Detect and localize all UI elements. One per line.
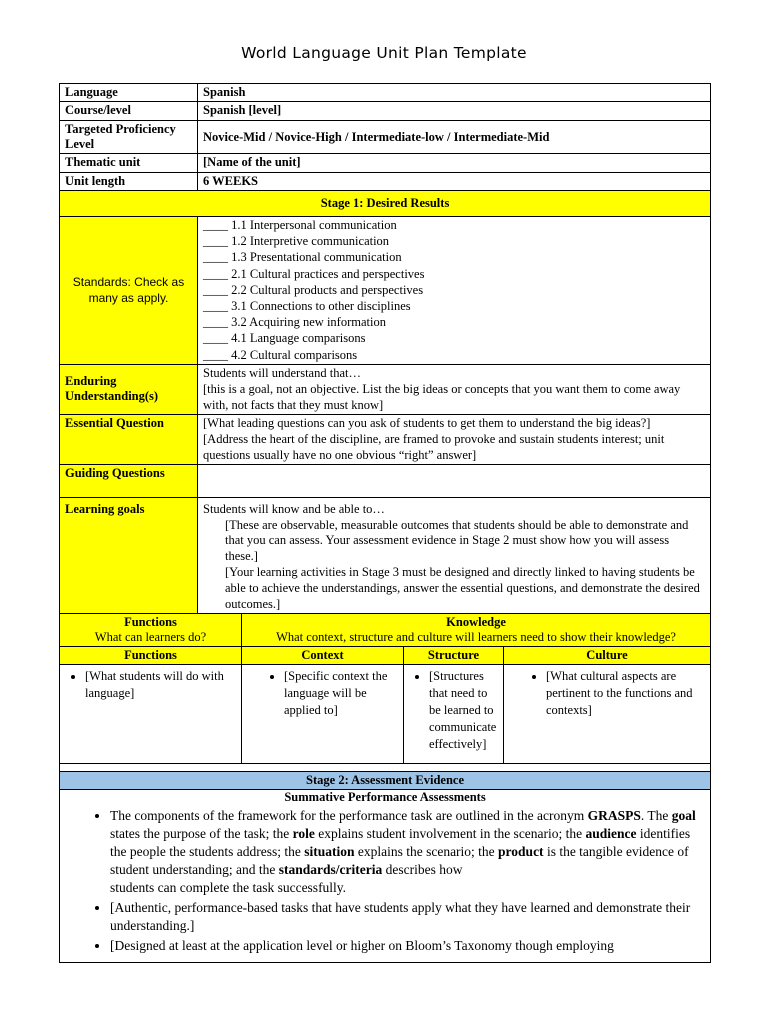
grasps-text-6: explains the scenario; the — [354, 844, 499, 860]
standards-row — [60, 217, 711, 365]
standard-4-2[interactable]: ____ 4.2 Cultural comparisons — [203, 347, 358, 362]
knowledge-header — [242, 614, 711, 647]
learning-line2: [These are observable, measurable outcomes that students should be able to demonstrate and that you can assess. Your assessment evidence in Stage 2 must show how you will assess these.] — [225, 517, 689, 564]
goal-term: goal — [671, 808, 696, 824]
product-term: product — [498, 844, 544, 860]
standards-criteria-term: standards/criteria — [278, 862, 383, 878]
standard-4-1[interactable]: ____ 4.1 Language comparisons — [203, 331, 366, 346]
proficiency-label: Targeted Proficiency Level — [60, 121, 198, 154]
spacer-row — [60, 764, 711, 772]
standard-2-1[interactable]: ____ 2.1 Cultural practices and perspectives — [203, 266, 425, 281]
stage1-header-row — [60, 191, 711, 217]
essential-content — [198, 414, 711, 464]
unit-length-value: 6 WEEKS — [198, 173, 711, 191]
standard-1-3[interactable]: ____ 1.3 Presentational communication — [203, 250, 402, 265]
functions-header-sub: What can learners do? — [94, 630, 207, 645]
standard-1-2[interactable]: ____ 1.2 Interpretive communication — [203, 234, 390, 249]
language-label: Language — [60, 84, 198, 102]
culture-cell — [504, 665, 711, 764]
document-title: World Language Unit Plan Template — [241, 44, 527, 62]
guiding-content[interactable] — [198, 464, 711, 497]
culture-item: • [What cultural aspects are pertinent to the functions and contexts] — [546, 668, 705, 719]
enduring-line1: Students will understand that… — [203, 365, 361, 380]
stage2-content-row — [60, 790, 711, 963]
grasps-text-7: is the tangible evidence of student understanding; and the — [110, 844, 689, 878]
functions-item: • [What students will do with language] — [85, 668, 236, 702]
grasps-text-2: . The — [640, 808, 672, 824]
authentic-item: • [Authentic, performance-based tasks that have students apply what they have learned and demonstrate their understanding.] — [110, 899, 706, 935]
grasps-text-1: The components of the framework for the performance task are outlined in the acronym — [110, 808, 588, 824]
enduring-content — [198, 364, 711, 414]
grasps-text-9: students can complete the task successfully. — [110, 880, 347, 896]
stage2-heading: Stage 2: Assessment Evidence — [60, 772, 711, 790]
learning-line3: [Your learning activities in Stage 3 must be designed and directly linked to having students be able to achieve the understandings, answer the essential questions, and demonstrate the desired outcomes.] — [225, 565, 700, 611]
thematic-unit-value: [Name of the unit] — [198, 154, 711, 173]
essential-line1: [What leading questions can you ask of students to get them to understand the big ideas?] — [203, 415, 651, 430]
column-headers-row — [60, 647, 711, 665]
standard-3-1[interactable]: ____ 3.1 Connections to other disciplines — [203, 299, 411, 314]
stage1-heading: Stage 1: Desired Results — [60, 191, 711, 217]
bloom-item: • [Designed at least at the application level or higher on Bloom’s Taxonomy though employing — [110, 937, 706, 955]
row-language — [60, 84, 711, 102]
situation-term: situation — [304, 844, 355, 860]
stage2-header-row — [60, 772, 711, 790]
function-cells-row — [60, 665, 711, 764]
row-course-level — [60, 102, 711, 121]
functions-header — [60, 614, 242, 647]
functions-cell — [60, 665, 242, 764]
grasps-text-5: identifies the people the students address; the — [110, 826, 691, 860]
row-proficiency — [60, 121, 711, 154]
summative-list — [64, 807, 706, 955]
grasps-text-4: explains student involvement in the scenario; the — [314, 826, 586, 842]
proficiency-value: Novice-Mid / Novice-High / Intermediate-low / Intermediate-Mid — [198, 121, 711, 154]
functions-header-title: Functions — [124, 615, 177, 630]
audience-term: audience — [585, 826, 637, 842]
unit-plan-table — [59, 83, 711, 963]
structure-cell — [404, 665, 504, 764]
stage2-content — [60, 790, 711, 963]
essential-row — [60, 414, 711, 464]
grasps-text-8: describes how — [382, 862, 463, 878]
standards-label: Standards: Check as many as apply. — [60, 217, 198, 365]
role-term: role — [292, 826, 315, 842]
summative-heading: Summative Performance Assessments — [284, 790, 486, 805]
guiding-label: Guiding Questions — [60, 464, 198, 497]
standard-1-1[interactable]: ____ 1.1 Interpersonal communication — [203, 218, 397, 232]
language-value: Spanish — [198, 84, 711, 102]
context-item: • [Specific context the language will be applied to] — [284, 668, 398, 719]
knowledge-header-title: Knowledge — [446, 615, 506, 630]
col-culture: Culture — [504, 647, 711, 665]
structure-item: • [Structures that need to be learned to communicate effectively] — [429, 668, 498, 753]
essential-label: Essential Question — [60, 414, 198, 464]
standards-list — [198, 217, 711, 365]
enduring-label: Enduring Understanding(s) — [60, 364, 198, 414]
learning-label: Learning goals — [60, 497, 198, 614]
enduring-line2: [this is a goal, not an objective. List the big ideas or concepts that you want them to come away with, not facts that they must know] — [203, 381, 681, 412]
row-thematic-unit — [60, 154, 711, 173]
knowledge-header-sub: What context, structure and culture will learners need to show their knowledge? — [276, 630, 676, 645]
enduring-row — [60, 364, 711, 414]
learning-line1: Students will know and be able to… — [203, 501, 385, 516]
col-structure: Structure — [404, 647, 504, 665]
learning-row — [60, 497, 711, 614]
context-cell — [242, 665, 404, 764]
col-functions: Functions — [60, 647, 242, 665]
essential-line2: [Address the heart of the discipline, are framed to provoke and sustain students interest; unit questions usually have no one obvious “right” answer] — [203, 431, 665, 462]
guiding-row — [60, 464, 711, 497]
thematic-unit-label: Thematic unit — [60, 154, 198, 173]
standard-3-2[interactable]: ____ 3.2 Acquiring new information — [203, 315, 386, 330]
unit-length-label: Unit length — [60, 173, 198, 191]
course-level-value: Spanish [level] — [198, 102, 711, 121]
grasps-term: GRASPS — [587, 808, 641, 824]
course-level-label: Course/level — [60, 102, 198, 121]
col-context: Context — [242, 647, 404, 665]
standard-2-2[interactable]: ____ 2.2 Cultural products and perspectives — [203, 282, 424, 297]
spacer-cell — [60, 764, 711, 772]
functions-knowledge-header-row — [60, 614, 711, 647]
row-unit-length — [60, 173, 711, 191]
grasps-text-3: states the purpose of the task; the — [110, 826, 293, 842]
learning-content — [198, 497, 711, 614]
grasps-item — [110, 807, 706, 897]
